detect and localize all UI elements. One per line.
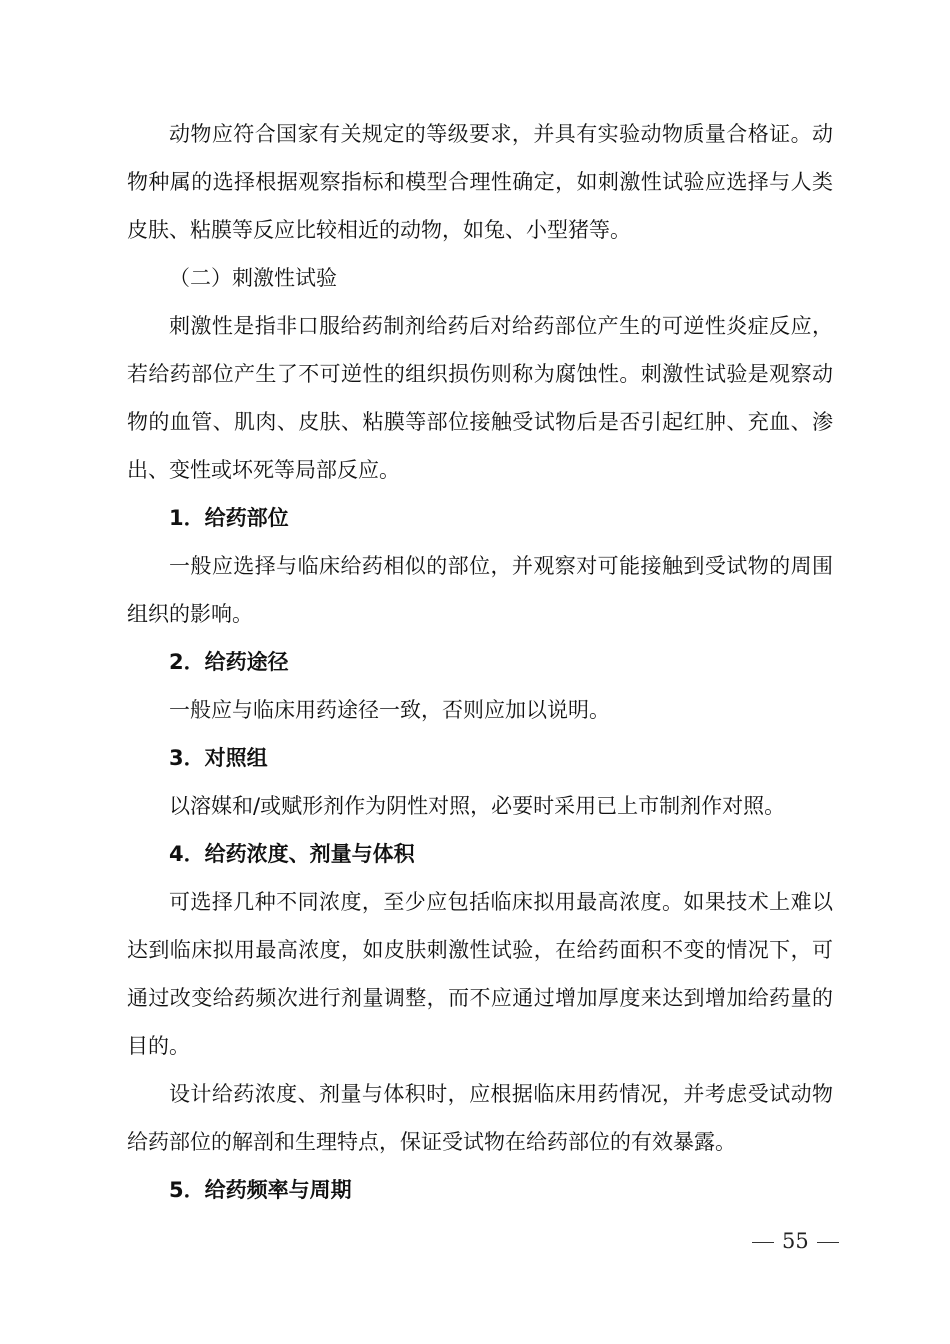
page-number-right-dash [817,1242,839,1243]
page-number-left-dash [752,1242,774,1243]
paragraph-concentration-selection: 可选择几种不同浓度，至少应包括临床拟用最高浓度。如果技术上难以达到临床拟用最高浓度，如皮肤刺激性试验，在给药面积不变的情况下，可通过改变给药频次进行剂量调整，而不应通过增加厚度来达到增加给药量的目的。 [127,890,833,1058]
heading-administration-site: 1．给药部位 [169,506,289,530]
paragraph-irritation-definition: 刺激性是指非口服给药制剂给药后对给药部位产生的可逆性炎症反应，若给药部位产生了不可逆性的组织损伤则称为腐蚀性。刺激性试验是观察动物的血管、肌肉、皮肤、粘膜等部位接触受试物后是否引起红肿、充血、渗出、变性或坏死等局部反应。 [127,314,833,482]
heading-control-group: 3．对照组 [169,746,268,770]
paragraph-animal-requirements: 动物应符合国家有关规定的等级要求，并具有实验动物质量合格证。动物种属的选择根据观察指标和模型合理性确定，如刺激性试验应选择与人类皮肤、粘膜等反应比较相近的动物，如兔、小型猪等。 [127,122,833,242]
page-number-value: 55 [782,1229,809,1253]
paragraph-concentration-design: 设计给药浓度、剂量与体积时，应根据临床用药情况，并考虑受试动物给药部位的解剖和生理特点，保证受试物在给药部位的有效暴露。 [127,1082,833,1154]
heading-administration-route: 2．给药途径 [169,650,289,674]
paragraph-administration-route: 一般应与临床用药途径一致，否则应加以说明。 [169,698,610,722]
paragraph-control-group: 以溶媒和/或赋形剂作为阴性对照，必要时采用已上市制剂作对照。 [169,794,786,818]
page-number [744,1226,834,1256]
section-heading-irritation-test: （二）刺激性试验 [169,266,337,290]
page-content [127,110,833,1214]
heading-concentration-dose-volume: 4．给药浓度、剂量与体积 [169,842,415,866]
heading-frequency-and-period: 5．给药频率与周期 [169,1178,352,1202]
paragraph-administration-site: 一般应选择与临床给药相似的部位，并观察对可能接触到受试物的周围组织的影响。 [127,554,833,626]
